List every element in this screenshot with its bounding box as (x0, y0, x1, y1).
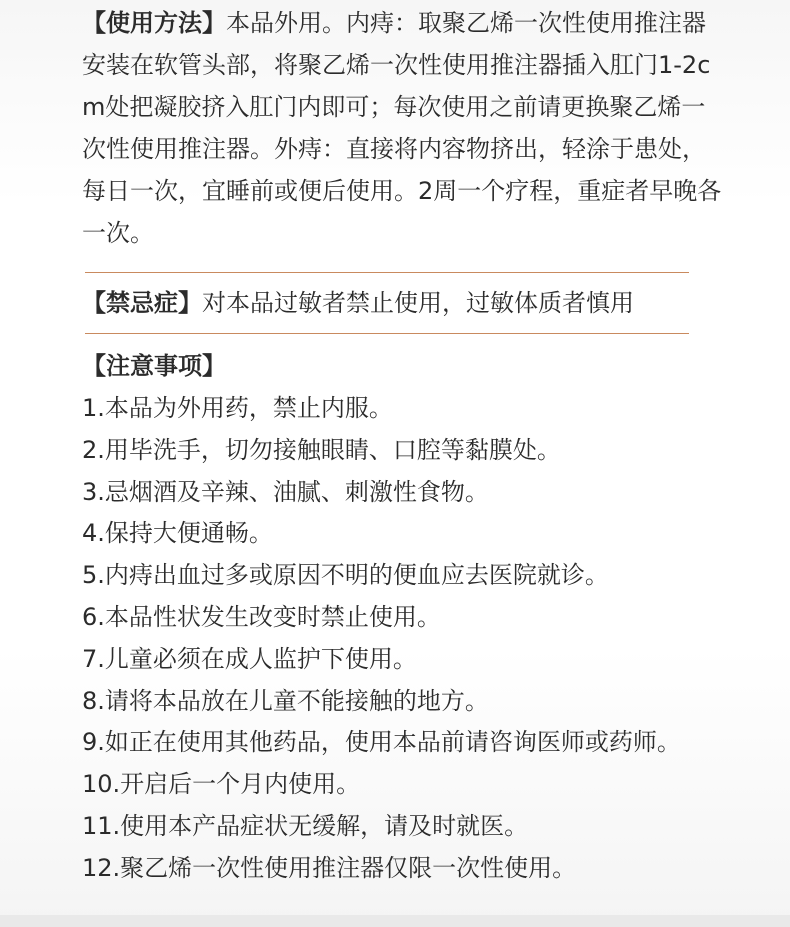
notes-heading: 【注意事项】 (82, 352, 226, 380)
section-divider (85, 272, 689, 273)
note-item: 3.忌烟酒及辛辣、油腻、刺激性食物。 (82, 477, 489, 506)
usage-section (82, 2, 722, 254)
note-item: 6.本品性状发生改变时禁止使用。 (82, 602, 441, 631)
note-item: 4.保持大便通畅。 (82, 519, 273, 548)
note-item: 9.如正在使用其他药品，使用本品前请咨询医师或药师。 (82, 728, 681, 757)
note-item: 10.开启后一个月内使用。 (82, 770, 361, 799)
note-item: 8.请将本品放在儿童不能接触的地方。 (82, 686, 489, 715)
note-item: 12.聚乙烯一次性使用推注器仅限一次性使用。 (82, 853, 577, 882)
section-divider (85, 333, 689, 334)
usage-text: 本品外用。内痔：取聚乙烯一次性使用推注器安装在软管头部，将聚乙烯一次性使用推注器插入肛门1-2cm处把凝胶挤入肛门内即可；每次使用之前请更换聚乙烯一次性使用推注器。外痔：直接将内容物挤出，轻涂于患处，每日一次，宜睡前或便后使用。2周一个疗程，重症者早晚各一次。 (82, 9, 722, 247)
contraindications-heading: 【禁忌症】 (82, 289, 202, 317)
notes-list (82, 388, 742, 890)
bottom-strip (0, 915, 790, 927)
contraindications-text: 对本品过敏者禁止使用，过敏体质者慎用 (202, 289, 634, 317)
note-item: 5.内痔出血过多或原因不明的便血应去医院就诊。 (82, 561, 609, 590)
usage-heading: 【使用方法】 (82, 9, 226, 37)
note-item: 7.儿童必须在成人监护下使用。 (82, 644, 417, 673)
note-item: 11.使用本产品症状无缓解，请及时就医。 (82, 811, 529, 840)
note-item: 1.本品为外用药，禁止内服。 (82, 394, 393, 422)
note-item: 2.用毕洗手，切勿接触眼睛、口腔等黏膜处。 (82, 435, 561, 464)
contraindications-section (82, 282, 722, 324)
